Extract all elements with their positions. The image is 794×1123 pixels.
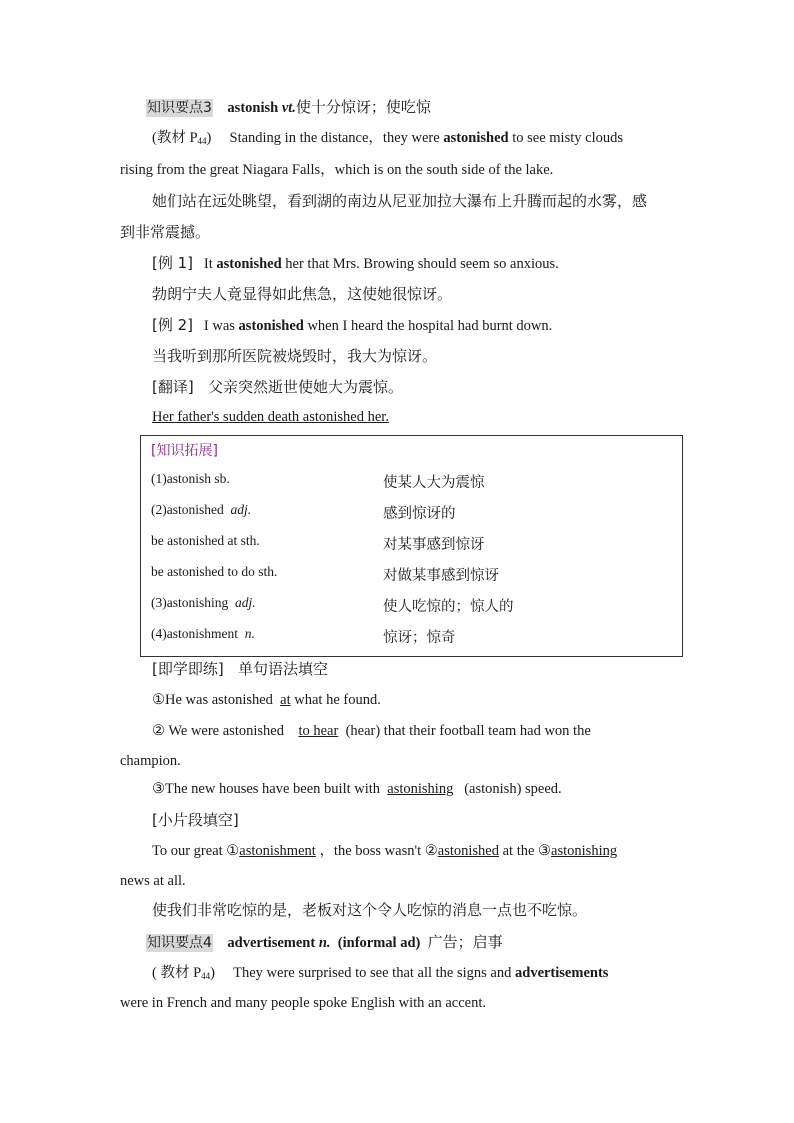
practice-label: [即学即练] <box>152 660 224 678</box>
textbook1-bold: astonished <box>443 130 509 146</box>
paragraph-translation: 使我们非常吃惊的是，老板对这个令人吃惊的消息一点也不吃惊。 <box>152 901 588 919</box>
textbook2-text-a: They were surprised to see that all the signs and <box>233 965 512 981</box>
paragraph-label: [小片段填空] <box>152 811 239 829</box>
kp3-word: astonish <box>227 100 279 116</box>
textbook1-text-b: to see misty clouds <box>512 130 623 146</box>
expansion-row: (4)astonishment n. 惊讶；惊奇 <box>151 626 456 646</box>
kp4-paren: (informal ad) <box>337 935 421 951</box>
expansion-title: [知识拓展] <box>151 443 218 459</box>
kp4-word: advertisement <box>227 935 316 951</box>
practice-q3: ③The new houses have been built with astonishing (astonish) speed. <box>152 781 562 797</box>
translate-label: [翻译] <box>152 378 194 396</box>
textbook2-bold: advertisements <box>515 965 609 981</box>
expansion-row: (1)astonish sb. 使某人大为震惊 <box>151 471 485 491</box>
kp4-meaning: 广告；启事 <box>427 933 503 951</box>
example2-translation: 当我听到那所医院被烧毁时，我大为惊讶。 <box>152 347 438 365</box>
example2-bold: astonished <box>238 318 304 334</box>
example1-post: her that Mrs. Browing should seem so anxious. <box>285 256 559 272</box>
translate-answer: Her father's sudden death astonished her. <box>152 409 389 425</box>
practice-q3-answer: astonishing <box>387 781 454 797</box>
practice-q1: ①He was astonished at what he found. <box>152 692 381 708</box>
practice-heading <box>152 659 328 679</box>
textbook1-line2: rising from the great Niagara Falls，which is on the south side of the lake. <box>120 162 554 178</box>
example1-pre: It <box>203 256 213 272</box>
paragraph-line1: To our great ①astonishment ，the boss wasn't ②astonished at the ③astonishing <box>152 843 618 859</box>
example1-label: [例 1] <box>152 254 194 272</box>
practice-q2-answer: to hear <box>298 723 339 739</box>
example2-label: [例 2] <box>152 316 194 334</box>
kp4-heading <box>146 932 503 953</box>
expansion-row: (3)astonishing adj. 使人吃惊的；惊人的 <box>151 595 514 615</box>
example2 <box>152 315 552 336</box>
expansion-row: be astonished at sth. 对某事感到惊讶 <box>151 533 485 553</box>
kp3-tag: 知识要点3 <box>147 100 212 116</box>
textbook1-source: (教材 $P_{44}$) <box>152 130 212 146</box>
paragraph-answer-2: astonished <box>437 843 499 859</box>
paragraph-line2: news at all. <box>120 873 186 889</box>
paragraph-answer-3: astonishing <box>551 843 618 859</box>
expansion-row: be astonished to do sth. 对做某事感到惊讶 <box>151 564 499 584</box>
expansion-row: (2)astonished adj. 感到惊讶的 <box>151 502 456 522</box>
translate-prompt: 父亲突然逝世使她大为震惊。 <box>208 378 404 396</box>
textbook1-text-a: Standing in the distance，they were <box>229 130 440 146</box>
kp3-pos: vt. <box>281 100 296 116</box>
practice-title: 单句语法填空 <box>238 660 329 678</box>
paragraph-answer-1: astonishment <box>239 843 316 859</box>
translation1-line1: 她们站在远处眺望，看到湖的南边从尼亚加拉大瀑布上升腾而起的水雾，感 <box>152 192 648 210</box>
translation1-line2: 到非常震撼。 <box>120 223 211 241</box>
textbook2-line2: were in French and many people spoke English with an accent. <box>120 995 487 1011</box>
kp4-tag: 知识要点4 <box>147 935 212 951</box>
example1-translation: 勃朗宁夫人竟显得如此焦急，这使她很惊讶。 <box>152 285 453 303</box>
practice-q2: ② We were astonished to hear (hear) that their football team had won the <box>152 723 591 739</box>
textbook1-line1 <box>152 128 672 151</box>
textbook2-source: ( 教材 $P_{44}$) <box>152 965 215 981</box>
practice-q2-line2: champion. <box>120 753 181 769</box>
practice-q1-answer: at <box>280 692 291 708</box>
kp3-heading <box>146 97 431 118</box>
textbook2-line1 <box>152 963 672 986</box>
kp4-pos: n. <box>318 935 331 951</box>
knowledge-expansion-box <box>140 435 683 657</box>
example2-post: when I heard the hospital had burnt down. <box>307 318 553 334</box>
example1 <box>152 253 559 274</box>
kp3-meaning: 使十分惊讶；使吃惊 <box>295 98 431 116</box>
translate-prompt-line <box>152 377 403 397</box>
example1-bold: astonished <box>216 256 282 272</box>
example2-pre: I was <box>203 318 235 334</box>
